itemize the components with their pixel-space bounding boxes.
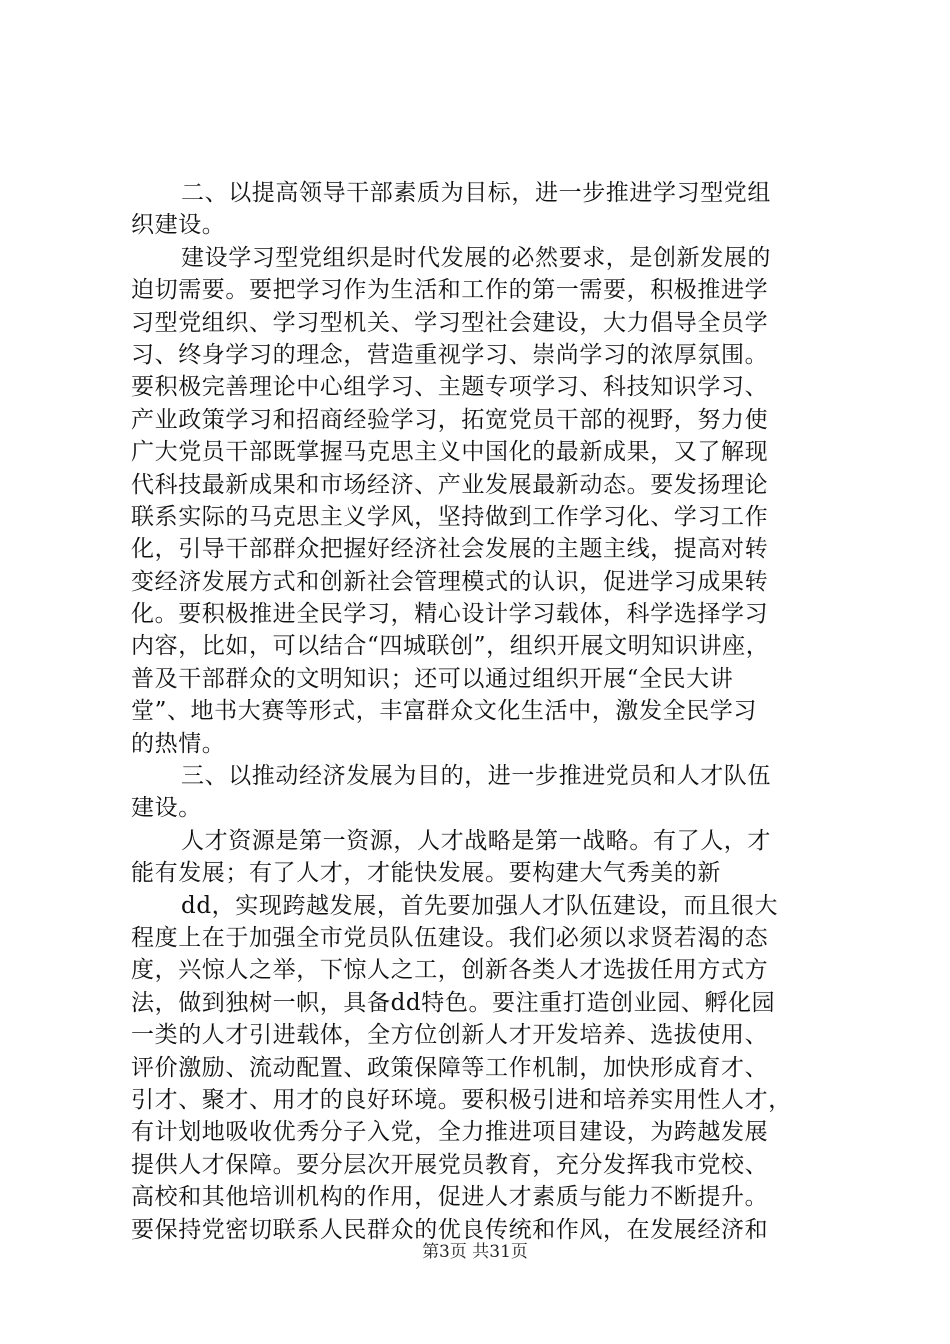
text-line: 产业政策学习和招商经验学习，拓宽党员干部的视野，努力使 (131, 406, 769, 433)
text-line: 评价激励、流动配置、政策保障等工作机制，加快形成育才、 (131, 1054, 769, 1081)
text-line: 高校和其他培训机构的作用，促进人才素质与能力不断提升。 (131, 1184, 769, 1211)
text-line: 法，做到独树一帜，具备dd特色。要注重打造创业园、孵化园 (131, 989, 776, 1016)
text-line: 建设。 (131, 795, 202, 822)
text-line: 人才资源是第一资源，人才战略是第一战略。有了人，才 (181, 827, 771, 854)
text-line: 习、终身学习的理念，营造重视学习、崇尚学习的浓厚氛围。 (131, 341, 769, 368)
text-line: 建设学习型党组织是时代发展的必然要求，是创新发展的 (181, 244, 771, 271)
text-line: 联系实际的马克思主义学风，坚持做到工作学习化、学习工作 (131, 503, 769, 530)
text-line: 三、以推动经济发展为目的，进一步推进党员和人才队伍 (181, 763, 771, 790)
text-line: 有计划地吸收优秀分子入党，全力推进项目建设，为跨越发展 (131, 1119, 769, 1146)
text-line: 要积极完善理论中心组学习、主题专项学习、科技知识学习、 (131, 374, 769, 401)
text-line: 要保持党密切联系人民群众的优良传统和作风，在发展经济和 (131, 1216, 769, 1243)
text-line: 迫切需要。要把学习作为生活和工作的第一需要，积极推进学 (131, 277, 769, 304)
document-body (131, 177, 831, 1246)
text-line: 度，兴惊人之举，下惊人之工，创新各类人才选拔任用方式方 (131, 957, 769, 984)
text-line: 程度上在于加强全市党员队伍建设。我们必须以求贤若渴的态 (131, 924, 769, 951)
text-line: 化。要积极推进全民学习，精心设计学习载体，科学选择学习 (131, 601, 769, 628)
text-line: 的热情。 (131, 730, 226, 757)
text-line: 普及干部群众的文明知识；还可以通过组织开展“全民大讲 (131, 665, 734, 692)
text-line: 广大党员干部既掌握马克思主义中国化的最新成果，又了解现 (131, 439, 769, 466)
text-line: dd，实现跨越发展，首先要加强人才队伍建设，而且很大 (181, 892, 779, 919)
text-line: 提供人才保障。要分层次开展党员教育，充分发挥我市党校、 (131, 1151, 769, 1178)
text-line: 习型党组织、学习型机关、学习型社会建设，大力倡导全员学 (131, 309, 769, 336)
text-line: 变经济发展方式和创新社会管理模式的认识，促进学习成果转 (131, 568, 769, 595)
text-line: 堂”、地书大赛等形式，丰富群众文化生活中，激发全民学习 (131, 698, 757, 725)
text-line: 二、以提高领导干部素质为目标，进一步推进学习型党组 (181, 180, 771, 206)
paragraph-talent-intro (131, 825, 831, 890)
paragraph-learning (131, 242, 831, 760)
text-line: 代科技最新成果和市场经济、产业发展最新动态。要发扬理论 (131, 471, 769, 498)
text-line: 能有发展；有了人才，才能快发展。要构建大气秀美的新 (131, 860, 721, 887)
paragraph-heading-2 (131, 177, 831, 242)
text-line: 织建设。 (131, 212, 226, 239)
paragraph-heading-3 (131, 760, 831, 825)
paragraph-talent (131, 890, 831, 1246)
text-line: 引才、聚才、用才的良好环境。要积极引进和培养实用性人才， (131, 1086, 792, 1113)
page-number-footer: 第3页 共31页 (422, 1242, 528, 1262)
text-line: 一类的人才引进载体，全方位创新人才开发培养、选拔使用、 (131, 1022, 769, 1049)
text-line: 内容，比如，可以结合“四城联创”，组织开展文明知识讲座， (131, 633, 770, 660)
text-line: 化，引导干部群众把握好经济社会发展的主题主线，提高对转 (131, 536, 769, 563)
